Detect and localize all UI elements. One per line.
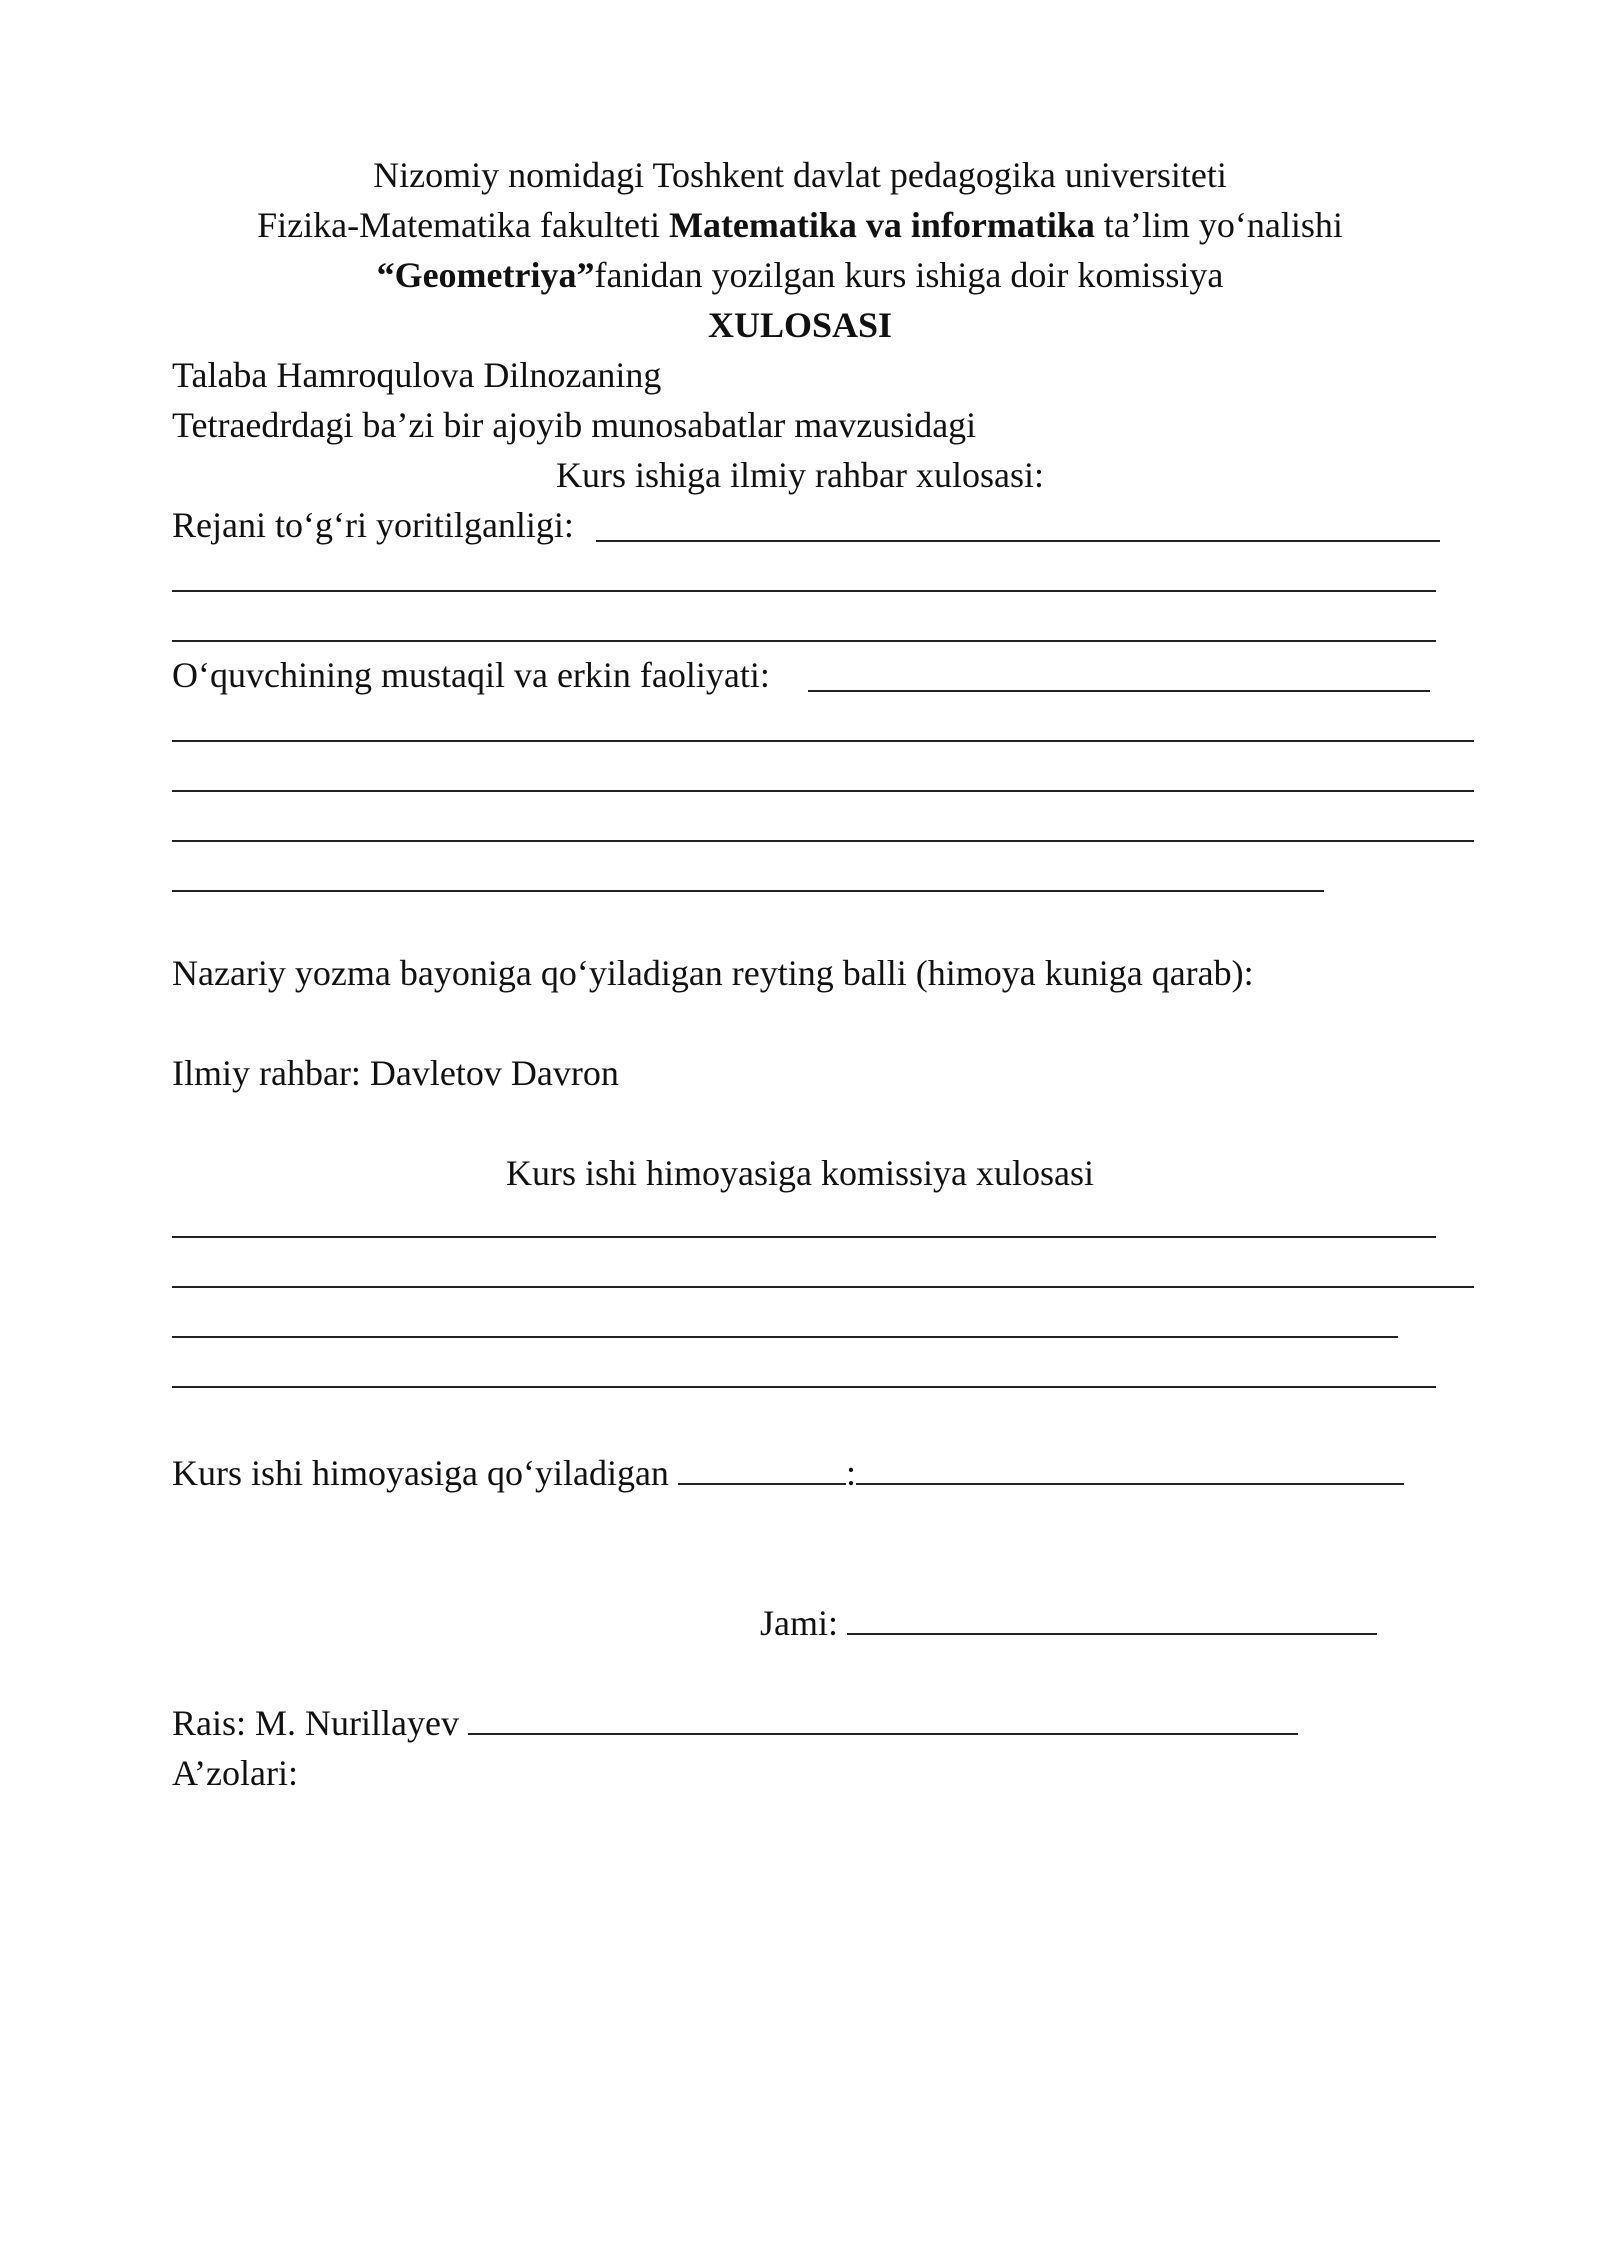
commission-answer-line-2[interactable]: [172, 1286, 1474, 1288]
topic-line: Tetraedrdagi ba’zi bir ajoyib munosabatlar mavzusidagi: [172, 405, 977, 445]
subject-line: [0, 250, 1600, 300]
score-colon: :: [845, 1453, 856, 1493]
document-title: [0, 300, 1600, 350]
faculty-line: [0, 200, 1600, 250]
activity-answer-line-5[interactable]: [172, 890, 1324, 892]
student-name-line: Talaba Hamroqulova Dilnozaning: [172, 355, 662, 395]
activity-answer-line-3[interactable]: [172, 790, 1474, 792]
activity-label: O‘quvchining mustaqil va erkin faoliyati:: [172, 655, 770, 695]
chair-label: Rais: M. Nurillayev: [172, 1703, 468, 1743]
faculty-prefix: Fizika-Matematika fakulteti: [257, 205, 669, 245]
chair-line: [172, 1698, 1298, 1748]
chair-signature-blank[interactable]: [468, 1703, 1298, 1735]
activity-answer-line-2[interactable]: [172, 740, 1474, 742]
plan-answer-line-3[interactable]: [172, 640, 1436, 642]
supervisor-heading: Kurs ishiga ilmiy rahbar xulosasi:: [556, 455, 1044, 495]
score-label: Kurs ishi himoyasiga qo‘yiladigan: [172, 1453, 678, 1493]
score-value-blank[interactable]: [856, 1453, 1404, 1485]
rating-label: Nazariy yozma bayoniga qo‘yiladigan reyting balli (himoya kuniga qarab):: [172, 953, 1254, 993]
faculty-suffix: ta’lim yo‘nalishi: [1094, 205, 1343, 245]
document-title-text: XULOSASI: [707, 305, 893, 345]
commission-answer-line-1[interactable]: [172, 1236, 1436, 1238]
commission-answer-line-4[interactable]: [172, 1386, 1436, 1388]
plan-label: Rejani to‘g‘ri yoritilganligi:: [172, 505, 574, 545]
score-line: [172, 1448, 1404, 1498]
plan-answer-line-2[interactable]: [172, 590, 1436, 592]
total-label: Jami:: [760, 1603, 847, 1643]
activity-answer-line-4[interactable]: [172, 840, 1474, 842]
activity-answer-line[interactable]: [808, 690, 1430, 692]
advisor-line: Ilmiy rahbar: Davletov Davron: [172, 1053, 619, 1093]
subject-suffix: fanidan yozilgan kurs ishiga doir komissiya: [594, 255, 1224, 295]
commission-answer-line-3[interactable]: [172, 1336, 1398, 1338]
commission-heading: Kurs ishi himoyasiga komissiya xulosasi: [506, 1153, 1094, 1193]
faculty-specialty: Matematika va informatika: [668, 205, 1095, 245]
subject-name: “Geometriya”: [376, 255, 595, 295]
plan-answer-line[interactable]: [596, 540, 1440, 542]
total-line: [760, 1598, 1377, 1648]
score-blank[interactable]: [678, 1453, 846, 1485]
university-name: Nizomiy nomidagi Toshkent davlat pedagogika universiteti: [373, 155, 1227, 195]
members-label: A’zolari:: [172, 1753, 298, 1793]
total-blank[interactable]: [847, 1603, 1377, 1635]
